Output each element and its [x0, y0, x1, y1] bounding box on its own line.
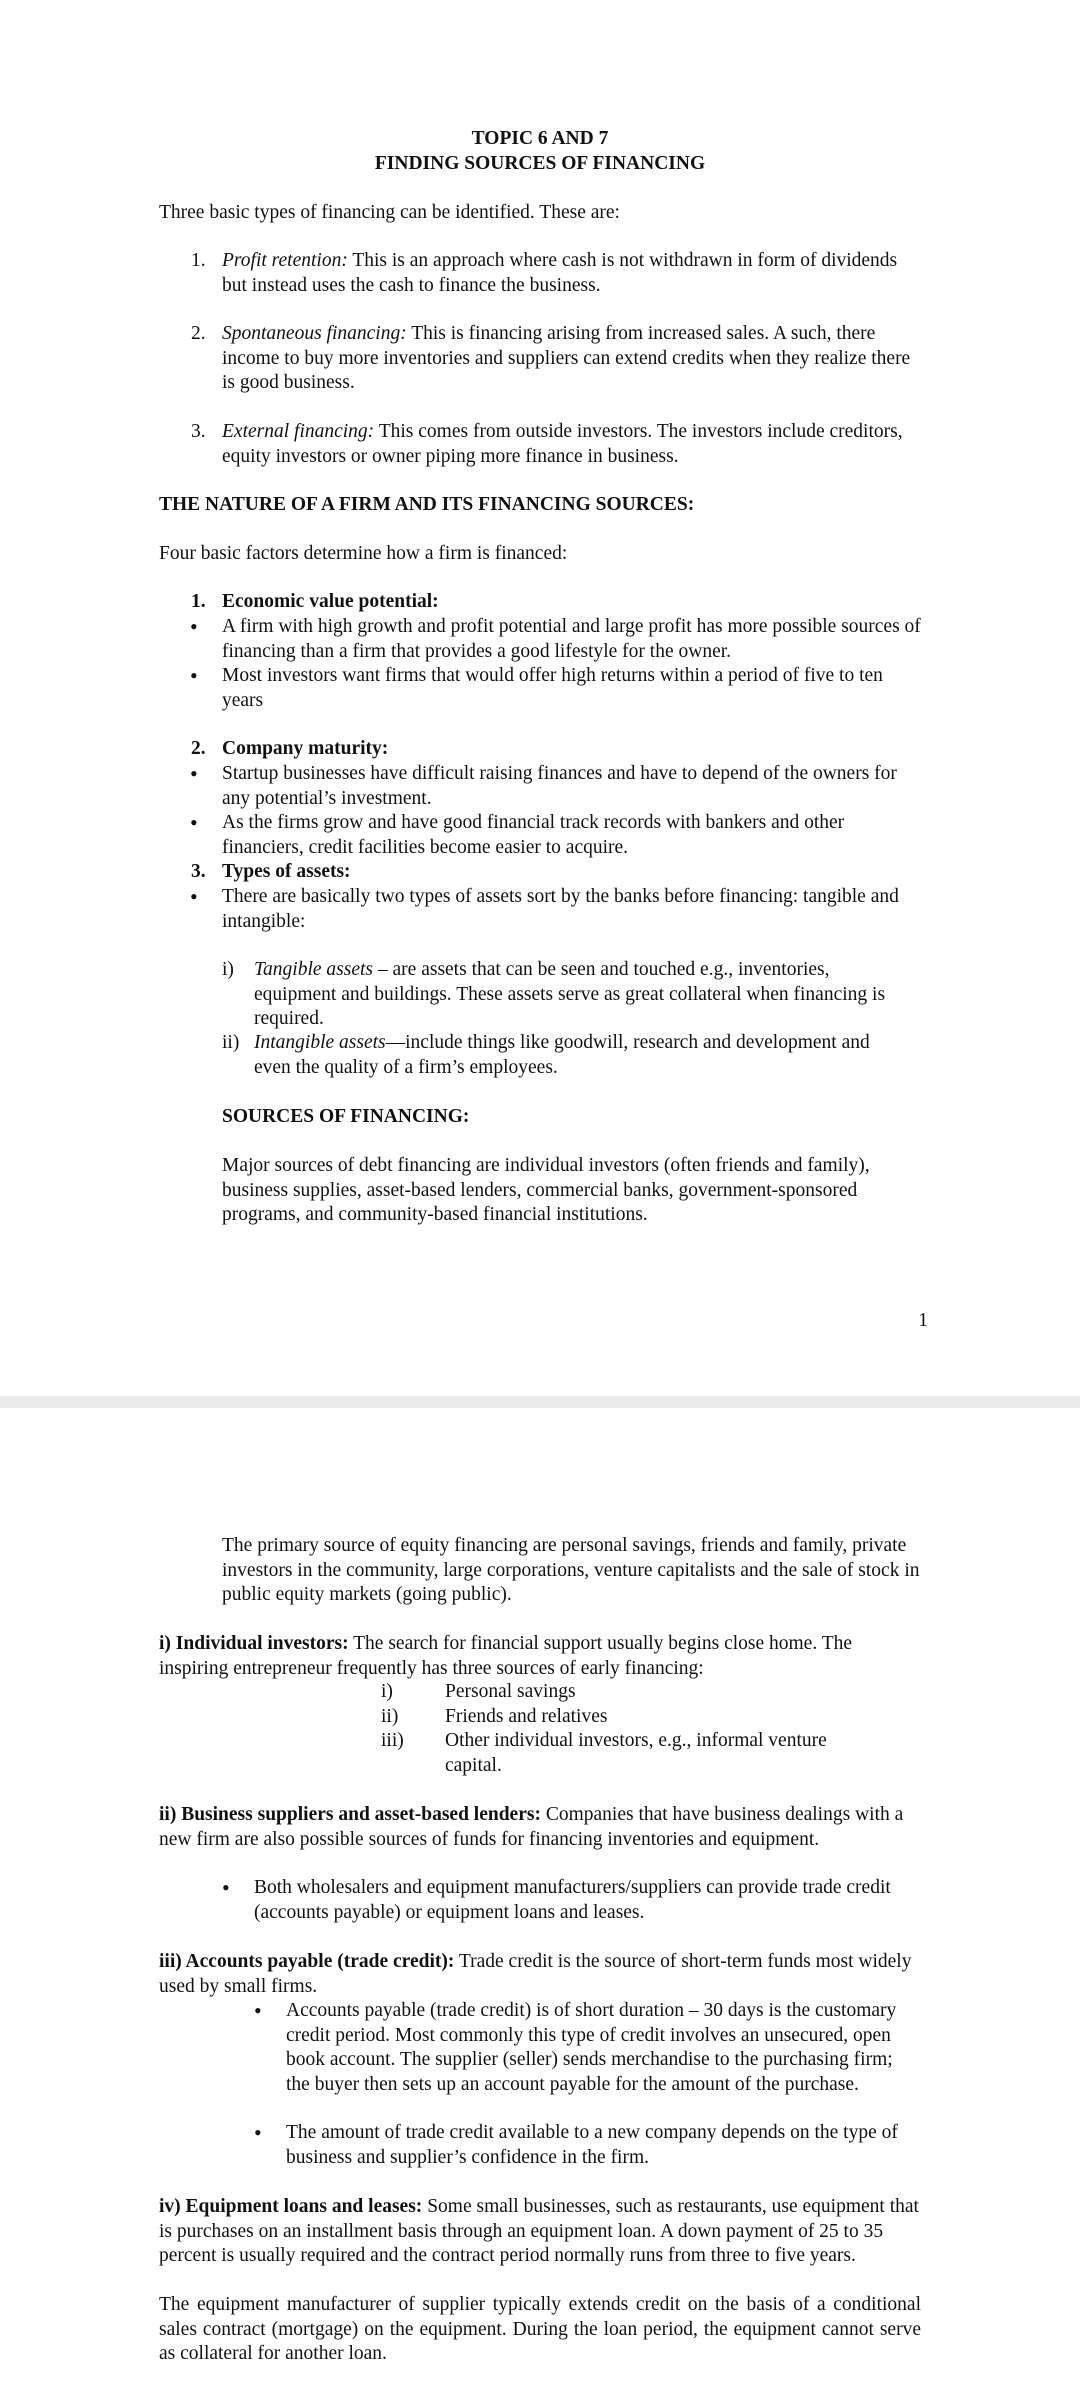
list-item — [222, 249, 922, 298]
term: External financing: — [222, 421, 375, 442]
bullet-text: Startup businesses have difficult raising finances and have to depend of the owners for any potential’s investment. — [222, 763, 897, 809]
paragraph-text: Some small businesses, such as restaurants, use equipment that is purchases on an installment basis through an equipment loan. A down payment of 25 to 35 percent is usually required and the contract period normally runs from three to five years. — [159, 2196, 919, 2266]
factor-heading: Company maturity: — [222, 738, 389, 759]
factor-number: 1. — [191, 591, 206, 612]
term-text: This is financing arising from increased sales. A such, there income to buy more inventories and suppliers can extend credits when they realize there is good business. — [222, 323, 911, 393]
bullet-icon: • — [190, 761, 198, 786]
bullet-text: Most investors want firms that would offer high returns within a period of five to ten years — [222, 665, 883, 711]
list-number: 1. — [191, 250, 206, 271]
factor-number: 2. — [191, 738, 206, 759]
factor-number: 3. — [191, 861, 206, 882]
bullet-text: As the firms grow and have good financial track records with bankers and other financiers, credit facilities become easier to acquire. — [222, 812, 845, 858]
individual-investors-paragraph — [159, 1632, 919, 1681]
term-text: – are assets that can be seen and touched e.g., inventories, equipment and buildings. These assets serve as great collateral when financing is required. — [254, 959, 886, 1029]
early-source-item: Other individual investors, e.g., informal venture capital. — [445, 1730, 827, 1776]
list-number: 2. — [191, 323, 206, 344]
factor-heading: Types of assets: — [222, 861, 351, 882]
equipment-paragraph — [159, 2195, 919, 2269]
document-page-2 — [0, 1408, 1080, 2408]
roman-number: ii) — [381, 1706, 399, 1727]
page-divider — [0, 1396, 1080, 1408]
roman-number: i) — [381, 1681, 393, 1702]
title-line-2: FINDING SOURCES OF FINANCING — [374, 153, 706, 174]
term-text: This is an approach where cash is not withdrawn in form of dividends but instead uses the cash to finance the business. — [222, 250, 898, 296]
section-heading-nature: THE NATURE OF A FIRM AND ITS FINANCING SOURCES: — [159, 494, 695, 515]
paragraph-heading: iv) Equipment loans and leases: — [159, 2196, 423, 2217]
early-source-item: Friends and relatives — [445, 1706, 608, 1727]
bullet-icon: • — [222, 1875, 230, 1900]
intro-paragraph: Three basic types of financing can be identified. These are: — [159, 202, 620, 223]
term: Spontaneous financing: — [222, 323, 407, 344]
paragraph-heading: ii) Business suppliers and asset-based lenders: — [159, 1804, 541, 1825]
paragraph-heading: iii) Accounts payable (trade credit): — [159, 1951, 455, 1972]
list-item — [222, 322, 922, 396]
asset-item — [254, 958, 894, 1032]
term-text: —include things like goodwill, research and development and even the quality of a firm’s employees. — [254, 1032, 870, 1078]
bullet-icon: • — [190, 614, 198, 639]
paragraph-text: Companies that have business dealings with a new firm are also possible sources of funds for financing inventories and equipment. — [159, 1804, 904, 1850]
roman-number: i) — [222, 959, 234, 980]
term: Intangible assets — [254, 1032, 386, 1053]
term-text: This comes from outside investors. The investors include creditors, equity investors or owner piping more finance in business. — [222, 421, 903, 467]
page-number: 1 — [918, 1310, 928, 1331]
section-heading-sources: SOURCES OF FINANCING: — [222, 1106, 470, 1127]
bullet-icon: • — [190, 663, 198, 688]
bullet-text: The amount of trade credit available to a new company depends on the type of business and supplier’s confidence in the firm. — [286, 2122, 898, 2168]
paragraph-text: The search for financial support usually begins close home. The inspiring entrepreneur frequently has three sources of early financing: — [159, 1633, 853, 1679]
bullet-icon: • — [190, 884, 198, 909]
equity-paragraph: The primary source of equity financing are personal savings, friends and family, private investors in the community, large corporations, venture capitalists and the sale of stock in public equity markets (going public). — [222, 1535, 920, 1605]
final-paragraph: The equipment manufacturer of supplier typically extends credit on the basis of a conditional sales contract (mortgage) on the equipment. During the loan period, the equipment cannot serve as collateral for another loan. — [159, 2294, 921, 2364]
bullet-text: There are basically two types of assets sort by the banks before financing: tangible and intangible: — [222, 886, 899, 932]
factors-intro: Four basic factors determine how a firm is financed: — [159, 543, 568, 564]
list-number: 3. — [191, 421, 206, 442]
early-source-item: Personal savings — [445, 1681, 576, 1702]
list-item — [222, 420, 922, 469]
bullet-icon: • — [254, 2120, 262, 2145]
factor-heading: Economic value potential: — [222, 591, 439, 612]
asset-item — [254, 1031, 904, 1080]
roman-number: ii) — [222, 1032, 240, 1053]
suppliers-paragraph — [159, 1803, 919, 1852]
term: Profit retention: — [222, 250, 348, 271]
accounts-payable-paragraph — [159, 1950, 919, 1999]
sources-paragraph: Major sources of debt financing are individual investors (often friends and family), business supplies, asset-based lenders, commercial banks, government-sponsored programs, and community-based financial institutions. — [222, 1155, 870, 1225]
paragraph-text: Trade credit is the source of short-term funds most widely used by small firms. — [159, 1951, 912, 1997]
term: Tangible assets — [254, 959, 374, 980]
bullet-text: Both wholesalers and equipment manufacturers/suppliers can provide trade credit (accounts payable) or equipment loans and leases. — [254, 1877, 891, 1923]
bullet-icon: • — [190, 810, 198, 835]
title-line-1: TOPIC 6 AND 7 — [471, 128, 609, 149]
bullet-text: Accounts payable (trade credit) is of short duration – 30 days is the customary credit period. Most commonly this type of credit involves an unsecured, open book account. The supplier (seller) sends merchandise to the purchasing firm; the buyer then sets up an account payable for the amount of the purchase. — [286, 2000, 897, 2095]
roman-number: iii) — [381, 1730, 404, 1751]
paragraph-heading: i) Individual investors: — [159, 1633, 349, 1654]
bullet-icon: • — [254, 1998, 262, 2023]
bullet-text: A firm with high growth and profit potential and large profit has more possible sources of financing than a firm that provides a good lifestyle for the owner. — [222, 616, 921, 662]
